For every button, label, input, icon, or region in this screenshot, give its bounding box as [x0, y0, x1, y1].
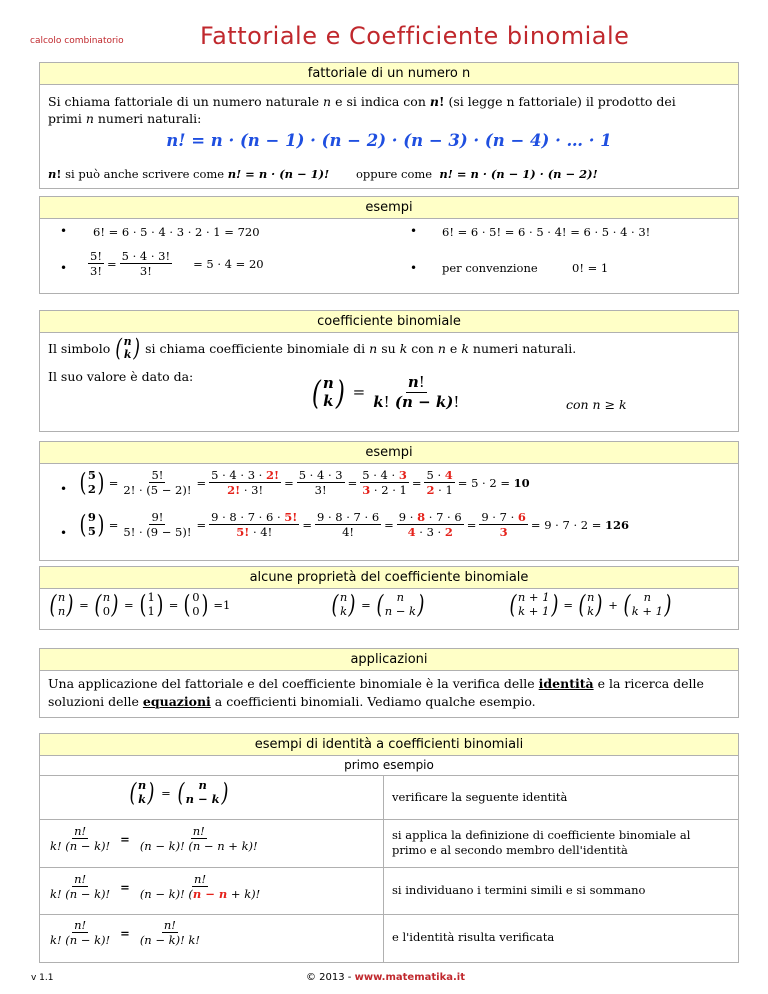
examples1-section: [39, 196, 739, 294]
example-6-factorial-alt: 6! = 6 · 5! = 6 · 5 · 4! = 6 · 5 · 4 · 3!: [442, 225, 651, 239]
property-2: ( n k ) = ( n n − k ): [331, 590, 425, 620]
properties-heading: alcune proprietà del coefficiente binomiale: [40, 567, 738, 589]
examples1-heading: esempi: [40, 197, 738, 219]
factorial-heading: fattoriale di un numero n: [40, 63, 738, 85]
bullet: •: [410, 261, 418, 275]
identity-heading: esempi di identità a coefficienti binomiali: [40, 734, 738, 756]
identity-step4: e l'identità risulta verificata: [392, 930, 555, 944]
page-title: Fattoriale e Coefficiente binomiale: [200, 22, 630, 50]
binomial-definition: Il simbolo ( n k ) si chiama coefficiente binomiale di n su k con n e k numeri naturali.: [48, 334, 577, 363]
example-5-choose-2: ( 5 2 ) = $\frac{5!}{2! \cdot (5 - 2)!}$ = $\frac{5 \cdot 4 \cdot 3 \cdot 2!}{2! \cdot 3!}$ = $\frac{5 \cdot 4 \cdot 3}{3!}$ = $\frac{5 \cdot 4 \cdot 3}{3 \cdot 2 \cdot 1}$ = $\frac{5 \cdot 4}{2 \cdot 1}$ = 5 · 2 = 10: [79, 468, 530, 498]
zero-factorial: 0! = 1: [572, 261, 609, 275]
identity-step1: verificare la seguente identità: [392, 790, 568, 804]
topic-label: calcolo combinatorio: [30, 36, 124, 46]
identity-expansion: $\frac{n!}{k! (n - k)!}$ = $\frac{n!}{(n - k)! (n - n + k)!}$: [50, 824, 258, 854]
version-label: v 1.1: [31, 973, 54, 983]
bullet: •: [410, 224, 418, 238]
identity-step2: si applica la definizione di coefficiente binomiale al primo e al secondo membro dell'identità: [392, 828, 691, 857]
properties-section: [39, 566, 739, 630]
applications-section: [39, 648, 739, 718]
factorial-alt-2: oppure come n! = n · (n − 1) · (n − 2)!: [356, 167, 598, 181]
identity-step3: si individuano i termini simili e si sommano: [392, 883, 646, 897]
binomial-section: [39, 310, 739, 432]
example-9-choose-5: ( 9 5 ) = $\frac{9!}{5! \cdot (9 - 5)!}$ = $\frac{9 \cdot 8 \cdot 7 \cdot 6 \cdot 5!}{5! \cdot 4!}$ = $\frac{9 \cdot 8 \cdot 7 \cdot 6}{4!}$ = $\frac{9 \cdot 8 \cdot 7 \cdot 6}{4 \cdot 3 \cdot 2}$ = $\frac{9 \cdot 7 \cdot 6}{3}$ = 9 · 7 · 2 = 126: [79, 510, 630, 540]
example-6-factorial: 6! = 6 · 5 · 4 · 3 · 2 · 1 = 720: [93, 225, 260, 239]
bullet: •: [60, 482, 68, 496]
bullet: •: [60, 224, 68, 238]
identity-simplify: $\frac{n!}{k! (n - k)!}$ = $\frac{n!}{(n - k)! (n - n + k)!}$: [50, 872, 261, 902]
binomial-heading: coefficiente binomiale: [40, 311, 738, 333]
binomial-value-intro: Il suo valore è dato da:: [48, 369, 194, 384]
identity-subheading: primo esempio: [40, 756, 738, 776]
property-1: ( n n ) = ( n 0 ) = ( 1 1 ) = ( 0 0 ) =1: [49, 590, 231, 620]
examples2-heading: esempi: [40, 442, 738, 464]
property-3: ( n + 1 k + 1 ) = ( n k ) + ( n k + 1 ): [509, 590, 672, 620]
bullet: •: [60, 261, 68, 275]
factorial-formula: n! = n · (n − 1) · (n − 2) · (n − 3) · (n − 4) · … · 1: [166, 131, 612, 150]
bullet: •: [60, 526, 68, 540]
applications-heading: applicazioni: [40, 649, 738, 671]
factorial-section: [39, 62, 739, 189]
identity-result: $\frac{n!}{k! (n - k)!}$ = $\frac{n!}{(n - k)! k!}$: [50, 918, 200, 948]
applications-text: Una applicazione del fattoriale e del coefficiente binomiale è la verifica delle identità e la ricerca delle soluzioni delle equazioni a coefficienti binomiali. Vediamo qualche esempio.: [48, 676, 704, 709]
factorial-intro: Si chiama fattoriale di un numero naturale n e si indica con n! (si legge n fattoriale) il prodotto dei primi n numeri naturali:: [48, 94, 676, 126]
factorial-alt-1: n! si può anche scrivere come n! = n · (n − 1)!: [48, 167, 330, 181]
identity-section: [39, 733, 739, 963]
convention-note: per convenzione: [442, 261, 538, 275]
identity-statement: ( n k ) = ( n n − k ): [129, 778, 229, 808]
examples2-section: [39, 441, 739, 561]
footer-copyright: © 2013 - www.matematika.it: [306, 972, 465, 983]
site-link[interactable]: www.matematika.it: [354, 972, 465, 983]
binomial-condition: con n ≥ k: [566, 397, 627, 412]
binomial-formula: ( n k ) = $\frac{n!}{k! (n - k)!}$: [311, 372, 460, 412]
example-5-over-3: $\frac{5!}{3!}$ = $\frac{5 \cdot 4 \cdot 3!}{3!}$ = 5 · 4 = 20: [90, 249, 264, 279]
